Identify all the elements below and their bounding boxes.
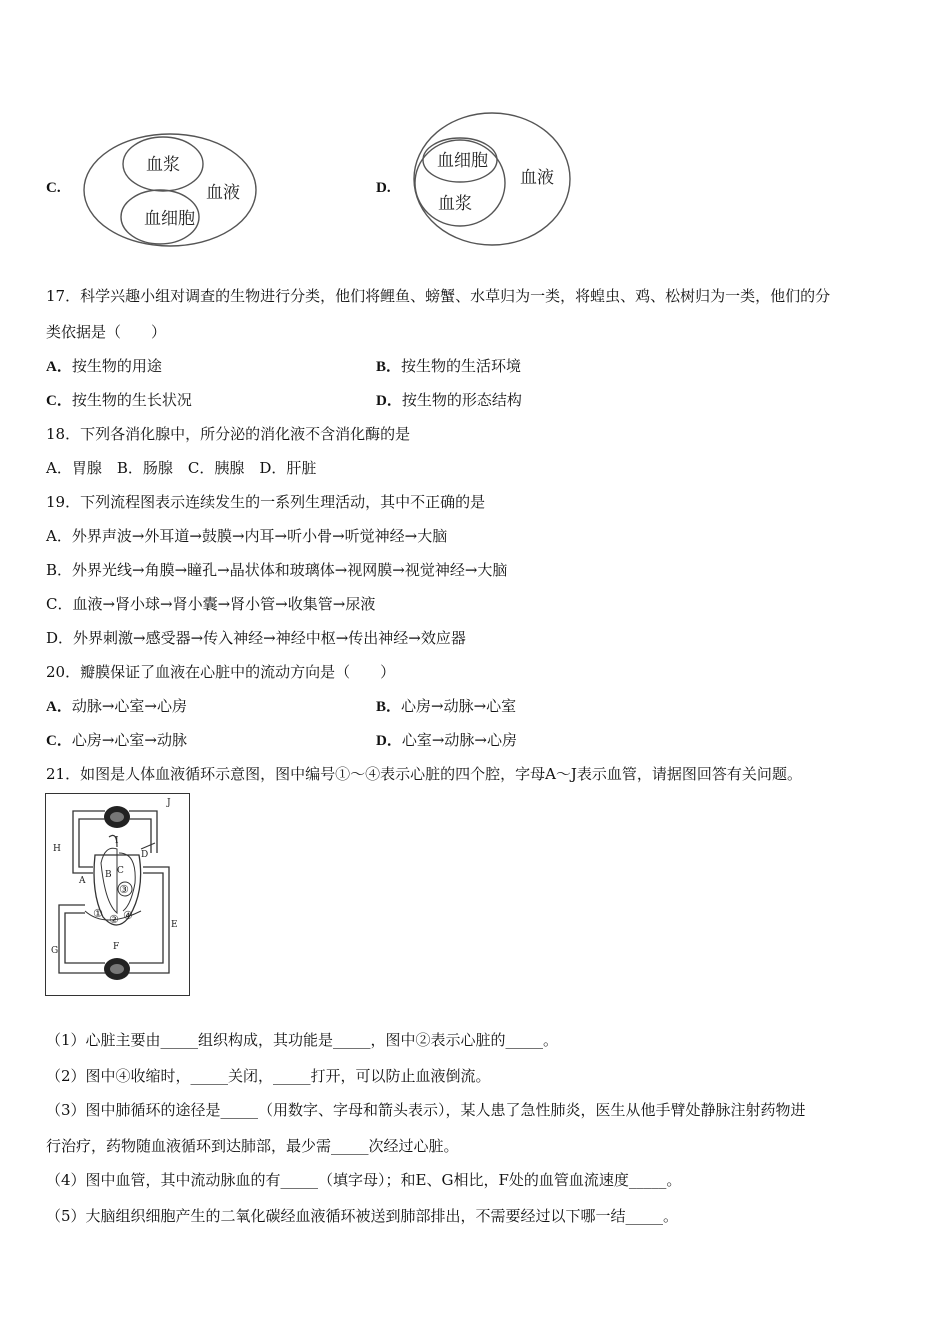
svg-text:E: E (171, 920, 178, 930)
q21-sub2: （2）图中④收缩时，_____关闭，_____打开，可以防止血液倒流。 (46, 1067, 491, 1085)
q19-stem: 19．下列流程图表示连续发生的一系列生理活动，其中不正确的是 (46, 493, 486, 511)
q19-option-a: A．外界声波→外耳道→鼓膜→内耳→听小骨→听觉神经→大脑 (46, 527, 448, 545)
q17-stem-line1: 17．科学兴趣小组对调查的生物进行分类，他们将鲤鱼、螃蟹、水草归为一类，将蝗虫、鸡、松树归为一类，他们的分 (46, 287, 831, 305)
q20-option-d: D．心室→动脉→心房 (376, 731, 517, 749)
q19-option-d: D．外界刺激→感受器→传入神经→神经中枢→传出神经→效应器 (46, 629, 466, 647)
q21-sub1: （1）心脏主要由_____组织构成，其功能是_____，图中②表示心脏的_____。 (46, 1031, 559, 1049)
label-blood: 血液 (520, 168, 554, 188)
circulation-diagram (45, 793, 190, 996)
svg-text:C: C (117, 866, 124, 876)
q20-option-a: A．动脉→心室→心房 (46, 697, 187, 715)
q18-options: A．胃腺 B．肠腺 C．胰腺 D．肝脏 (46, 459, 317, 477)
svg-text:G: G (51, 946, 59, 956)
q17-option-a: A．按生物的用途 (46, 357, 162, 375)
svg-text:H: H (53, 844, 61, 854)
svg-text:B: B (105, 870, 112, 880)
svg-text:①: ① (93, 907, 103, 920)
label-plasma: 血浆 (146, 155, 180, 175)
label-plasma: 血浆 (438, 194, 472, 214)
q17-option-d: D．按生物的形态结构 (376, 391, 522, 409)
q19-option-b: B．外界光线→角膜→瞳孔→晶状体和玻璃体→视网膜→视觉神经→大脑 (46, 561, 508, 579)
svg-text:②: ② (109, 913, 119, 926)
q17-option-b: B．按生物的生活环境 (376, 357, 522, 375)
q17-option-c: C．按生物的生长状况 (46, 391, 192, 409)
q20-option-c: C．心房→心室→动脉 (46, 731, 187, 749)
q18-stem: 18．下列各消化腺中，所分泌的消化液不含消化酶的是 (46, 425, 411, 443)
q16-option-c-label: C. (46, 180, 61, 196)
svg-text:D: D (141, 850, 149, 860)
q21-sub3-line1: （3）图中肺循环的途径是_____（用数字、字母和箭头表示），某人患了急性肺炎，医生从他手臂处静脉注射药物进 (46, 1101, 806, 1119)
q20-stem: 20．瓣膜保证了血液在心脏中的流动方向是（ ） (46, 663, 396, 681)
svg-text:A: A (79, 876, 86, 886)
q19-option-c: C．血液→肾小球→肾小囊→肾小管→收集管→尿液 (46, 595, 376, 613)
label-blood-cells: 血细胞 (437, 151, 488, 171)
q21-sub4: （4）图中血管，其中流动脉血的有_____（填字母）；和E、G相比，F处的血管血流速度_____。 (46, 1171, 682, 1189)
svg-text:③: ③ (119, 883, 129, 896)
svg-text:④: ④ (123, 909, 133, 922)
q21-stem: 21．如图是人体血液循环示意图，图中编号①～④表示心脏的四个腔，字母A～J表示血管，请据图回答有关问题。 (46, 765, 802, 783)
svg-text:I: I (115, 836, 119, 846)
q17-stem-line2: 类依据是（ ） (46, 323, 167, 341)
q16-option-c-diagram (80, 130, 260, 250)
svg-text:F: F (113, 942, 120, 952)
q21-sub5: （5）大脑组织细胞产生的二氧化碳经血液循环被送到肺部排出，不需要经过以下哪一结_____。 (46, 1207, 679, 1225)
q21-sub3-line2: 行治疗，药物随血液循环到达肺部，最少需_____次经过心脏。 (46, 1137, 459, 1155)
q16-option-d-diagram (410, 108, 575, 250)
svg-text:J: J (167, 798, 171, 808)
label-blood: 血液 (206, 183, 240, 203)
label-blood-cells: 血细胞 (144, 209, 195, 229)
q16-option-d-label: D. (376, 180, 391, 196)
q20-option-b: B．心房→动脉→心室 (376, 697, 517, 715)
